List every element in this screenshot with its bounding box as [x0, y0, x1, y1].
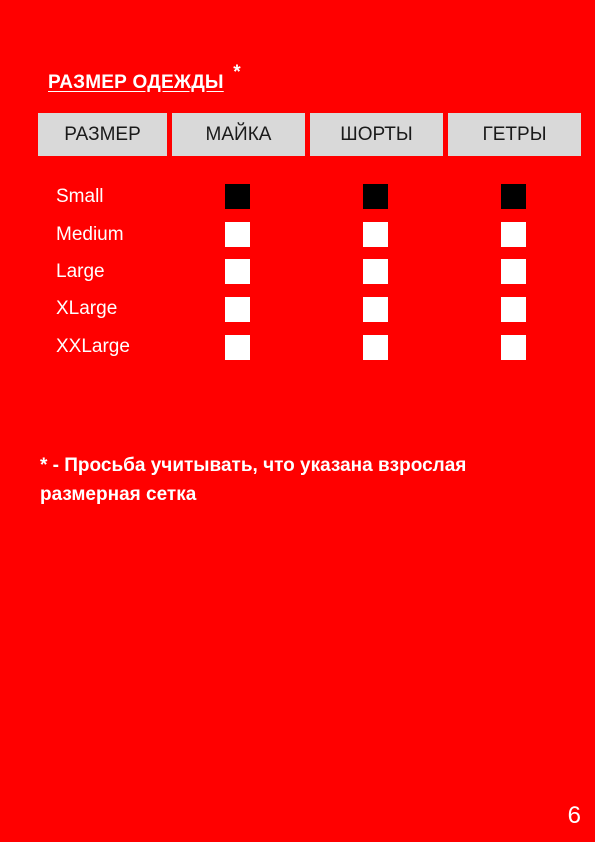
header-shorts: ШОРТЫ: [310, 113, 443, 156]
checkbox-tshirt-small[interactable]: [225, 184, 250, 209]
checkbox-shorts-xlarge[interactable]: [363, 297, 388, 322]
checkbox-tshirt-xxlarge[interactable]: [225, 335, 250, 360]
header-gaiters: ГЕТРЫ: [448, 113, 581, 156]
checkbox-gaiters-large[interactable]: [501, 259, 526, 284]
page-number: 6: [567, 802, 581, 829]
checkbox-gaiters-xxlarge[interactable]: [501, 335, 526, 360]
header-tshirt: МАЙКА: [172, 113, 305, 156]
footnote: * - Просьба учитывать, что указана взрослая размерная сетка: [40, 455, 467, 505]
checkbox-gaiters-xlarge[interactable]: [501, 297, 526, 322]
page-title-text: РАЗМЕР ОДЕЖДЫ: [48, 72, 224, 93]
size-label-medium: Medium: [56, 224, 124, 245]
header-size: РАЗМЕР: [38, 113, 167, 156]
checkbox-shorts-large[interactable]: [363, 259, 388, 284]
checkbox-shorts-medium[interactable]: [363, 222, 388, 247]
title-asterisk: *: [233, 62, 241, 83]
checkbox-gaiters-medium[interactable]: [501, 222, 526, 247]
checkbox-tshirt-xlarge[interactable]: [225, 297, 250, 322]
size-label-large: Large: [56, 261, 105, 282]
checkbox-shorts-xxlarge[interactable]: [363, 335, 388, 360]
size-label-xxlarge: XXLarge: [56, 336, 130, 357]
checkbox-tshirt-medium[interactable]: [225, 222, 250, 247]
checkbox-gaiters-small[interactable]: [501, 184, 526, 209]
size-label-xlarge: XLarge: [56, 298, 118, 319]
page-title: [48, 62, 241, 94]
checkbox-shorts-small[interactable]: [363, 184, 388, 209]
checkbox-tshirt-large[interactable]: [225, 259, 250, 284]
size-label-small: Small: [56, 186, 104, 207]
